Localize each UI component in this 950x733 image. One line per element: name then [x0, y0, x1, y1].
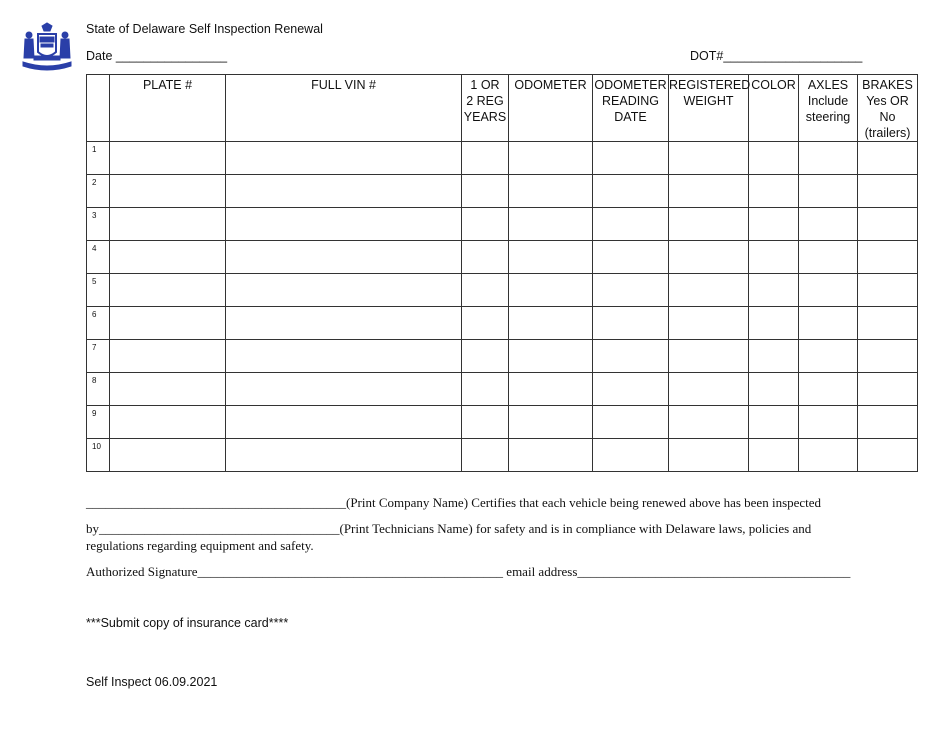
table-row [87, 208, 918, 241]
column-header: FULL VIN # [226, 75, 462, 142]
table-row [87, 274, 918, 307]
entry-cell[interactable] [669, 406, 749, 439]
entry-cell[interactable] [110, 307, 226, 340]
row-number: 9 [92, 409, 97, 418]
dot-number-field[interactable]: DOT#____________________ [690, 49, 863, 63]
entry-cell[interactable] [462, 340, 509, 373]
row-number-cell [87, 274, 110, 307]
entry-cell[interactable] [669, 208, 749, 241]
company-certification-line[interactable]: ________________________________________(Print Company Name) Certifies that each vehicle being renewed above has been inspected [86, 495, 822, 510]
row-number-cell [87, 142, 110, 175]
entry-cell[interactable] [462, 274, 509, 307]
technician-certification-line[interactable]: by_____________________________________(Print Technicians Name) for safety and is in compliance with Delaware laws, policies and [86, 521, 812, 536]
row-number: 2 [92, 178, 97, 187]
entry-cell[interactable] [669, 241, 749, 274]
column-header: ODOMETER READING DATE [593, 75, 669, 142]
entry-cell[interactable] [669, 274, 749, 307]
entry-cell[interactable] [593, 208, 669, 241]
column-header: COLOR [749, 75, 799, 142]
entry-cell[interactable] [110, 241, 226, 274]
table-row [87, 142, 918, 175]
row-number: 7 [92, 343, 97, 352]
column-header: AXLES Include steering [799, 75, 858, 142]
entry-cell[interactable] [226, 142, 462, 175]
column-header: 1 OR 2 REG YEARS [462, 75, 509, 142]
row-number-cell [87, 373, 110, 406]
entry-cell[interactable] [858, 340, 918, 373]
row-number: 5 [92, 277, 97, 286]
entry-cell[interactable] [110, 208, 226, 241]
row-number: 4 [92, 244, 97, 253]
entry-cell[interactable] [799, 142, 858, 175]
entry-cell[interactable] [749, 340, 799, 373]
entry-cell[interactable] [858, 208, 918, 241]
entry-cell[interactable] [669, 175, 749, 208]
entry-cell[interactable] [509, 340, 593, 373]
entry-cell[interactable] [226, 439, 462, 472]
entry-cell[interactable] [110, 340, 226, 373]
entry-cell[interactable] [749, 142, 799, 175]
signature-email-line[interactable]: Authorized Signature_______________________________________________ email address__________________________________________ [86, 564, 851, 579]
entry-cell[interactable] [593, 373, 669, 406]
entry-cell[interactable] [593, 241, 669, 274]
entry-cell[interactable] [509, 307, 593, 340]
row-number-cell [87, 175, 110, 208]
entry-cell[interactable] [669, 340, 749, 373]
entry-cell[interactable] [749, 406, 799, 439]
entry-cell[interactable] [749, 241, 799, 274]
column-header: PLATE # [110, 75, 226, 142]
entry-cell[interactable] [462, 373, 509, 406]
entry-cell[interactable] [226, 406, 462, 439]
entry-cell[interactable] [226, 274, 462, 307]
entry-cell[interactable] [462, 439, 509, 472]
entry-cell[interactable] [799, 439, 858, 472]
entry-cell[interactable] [462, 406, 509, 439]
row-number-cell [87, 307, 110, 340]
entry-cell[interactable] [110, 142, 226, 175]
table-row [87, 307, 918, 340]
table-header-row [87, 75, 918, 142]
column-header: ODOMETER [509, 75, 593, 142]
entry-cell[interactable] [593, 439, 669, 472]
entry-cell[interactable] [858, 241, 918, 274]
entry-cell[interactable] [749, 373, 799, 406]
row-number: 3 [92, 211, 97, 220]
entry-cell[interactable] [669, 142, 749, 175]
table-row [87, 175, 918, 208]
row-number-cell [87, 241, 110, 274]
entry-cell[interactable] [593, 340, 669, 373]
entry-cell[interactable] [509, 373, 593, 406]
entry-cell[interactable] [593, 274, 669, 307]
entry-cell[interactable] [799, 373, 858, 406]
entry-cell[interactable] [858, 142, 918, 175]
entry-cell[interactable] [110, 406, 226, 439]
row-number-cell [87, 208, 110, 241]
entry-cell[interactable] [110, 439, 226, 472]
delaware-state-seal-icon [20, 22, 74, 76]
entry-cell[interactable] [226, 175, 462, 208]
entry-cell[interactable] [669, 439, 749, 472]
entry-cell[interactable] [858, 307, 918, 340]
row-number-cell [87, 439, 110, 472]
entry-cell[interactable] [226, 307, 462, 340]
column-header: BRAKES Yes OR No (trailers) [858, 75, 918, 142]
table-row [87, 406, 918, 439]
entry-cell[interactable] [509, 208, 593, 241]
row-number: 1 [92, 145, 97, 154]
entry-cell[interactable] [858, 274, 918, 307]
entry-cell[interactable] [799, 307, 858, 340]
entry-cell[interactable] [749, 208, 799, 241]
entry-cell[interactable] [509, 142, 593, 175]
row-number-cell [87, 340, 110, 373]
entry-cell[interactable] [593, 307, 669, 340]
entry-cell[interactable] [749, 175, 799, 208]
entry-cell[interactable] [799, 274, 858, 307]
entry-cell[interactable] [749, 274, 799, 307]
row-number: 10 [92, 442, 101, 451]
entry-cell[interactable] [749, 439, 799, 472]
table-row [87, 439, 918, 472]
vehicle-table [86, 74, 918, 472]
entry-cell[interactable] [509, 241, 593, 274]
form-title: State of Delaware Self Inspection Renewal [86, 22, 323, 36]
entry-cell[interactable] [858, 439, 918, 472]
table-row [87, 373, 918, 406]
entry-cell[interactable] [858, 373, 918, 406]
entry-cell[interactable] [669, 307, 749, 340]
entry-cell[interactable] [593, 175, 669, 208]
entry-cell[interactable] [749, 307, 799, 340]
entry-cell[interactable] [226, 208, 462, 241]
insurance-note: ***Submit copy of insurance card**** [86, 616, 289, 630]
entry-cell[interactable] [858, 175, 918, 208]
entry-cell[interactable] [462, 241, 509, 274]
entry-cell[interactable] [509, 274, 593, 307]
entry-cell[interactable] [226, 373, 462, 406]
entry-cell[interactable] [509, 439, 593, 472]
table-row [87, 340, 918, 373]
entry-cell[interactable] [226, 241, 462, 274]
row-number: 6 [92, 310, 97, 319]
row-number-cell [87, 406, 110, 439]
entry-cell[interactable] [462, 307, 509, 340]
entry-cell[interactable] [799, 241, 858, 274]
entry-cell[interactable] [509, 406, 593, 439]
entry-cell[interactable] [509, 175, 593, 208]
entry-cell[interactable] [462, 175, 509, 208]
date-field[interactable]: Date ________________ [86, 49, 228, 63]
entry-cell[interactable] [669, 373, 749, 406]
entry-cell[interactable] [593, 406, 669, 439]
entry-cell[interactable] [858, 406, 918, 439]
entry-cell[interactable] [110, 373, 226, 406]
entry-cell[interactable] [462, 208, 509, 241]
certification-continuation: regulations regarding equipment and safety. [86, 538, 314, 553]
row-number: 8 [92, 376, 97, 385]
entry-cell[interactable] [593, 142, 669, 175]
entry-cell[interactable] [226, 340, 462, 373]
entry-cell[interactable] [799, 175, 858, 208]
entry-cell[interactable] [110, 274, 226, 307]
table-row [87, 241, 918, 274]
entry-cell[interactable] [462, 142, 509, 175]
entry-cell[interactable] [799, 208, 858, 241]
entry-cell[interactable] [110, 175, 226, 208]
entry-cell[interactable] [799, 340, 858, 373]
entry-cell[interactable] [799, 406, 858, 439]
column-header: REGISTERED WEIGHT [669, 75, 749, 142]
column-header [87, 75, 110, 142]
form-version-footer: Self Inspect 06.09.2021 [86, 675, 218, 689]
